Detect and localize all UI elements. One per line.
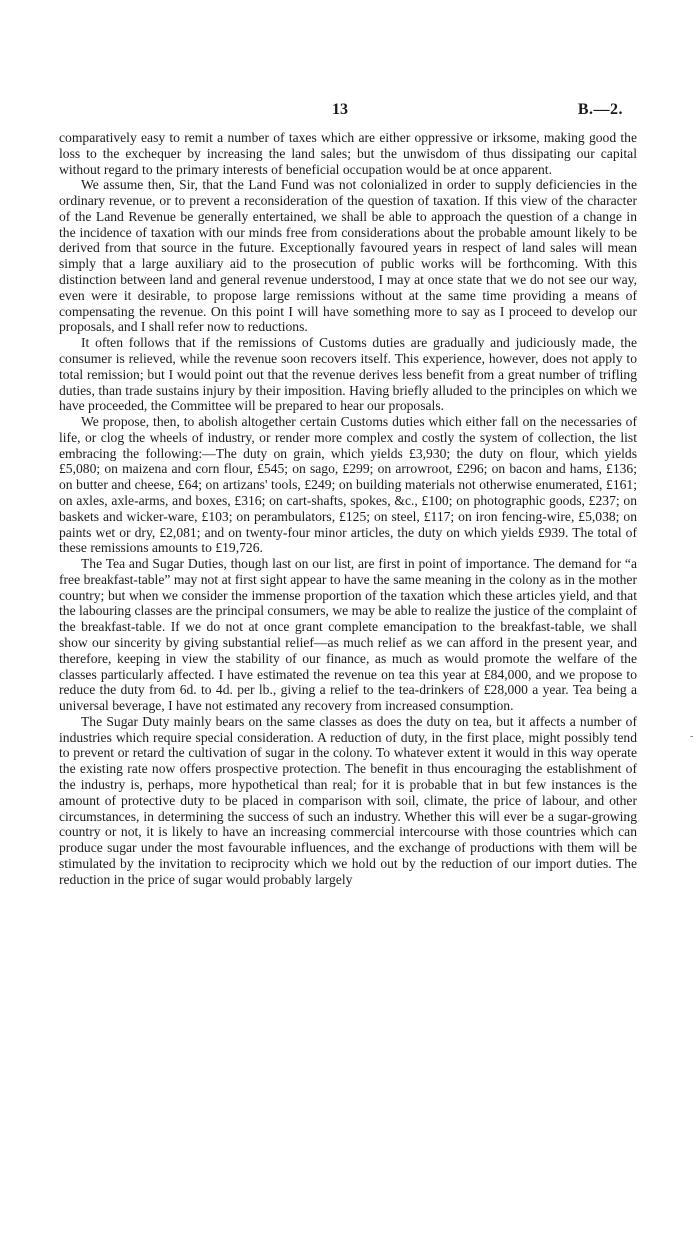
paragraph-customs-remissions: It often follows that if the remissions of Customs duties are gradually and judiciously made, the consumer is relieved, while the revenue soon recovers itself. This experience, however, does not apply to total remission; but I would point out that the revenue derives less benefit from a great number of trifling duties, than trade sustains injury by their imposition. Having briefly alluded to the principles on which we have proceeded, the Committee will be prepared to hear our proposals.	[59, 335, 637, 414]
paragraph-tea-sugar-duties: The Tea and Sugar Duties, though last on our list, are first in point of importance. The demand for “a free breakfast-table” may not at first sight appear to have the same meaning in the colony as in the mother country; but when we consider the immense proportion of the taxation which these articles yield, and that the labouring classes are the principal consumers, we may be able to realize the justice of the complaint of the breakfast-table. If we do not at once grant complete emancipation to the breakfast-table, we shall show our sincerity by giving substantial relief—as much relief as we can afford in the present year, and therefore, keeping in view the stability of our finance, as much as would promote the welfare of the classes particularly affected. I have estimated the revenue on tea this year at £84,000, and we propose to reduce the duty from 6d. to 4d. per lb., giving a relief to the tea-drinkers of £28,000 a year. Tea being a universal beverage, I have not estimated any recovery from increased consumption.	[59, 556, 637, 714]
document-reference: B.—2.	[577, 101, 623, 118]
body-text	[59, 130, 637, 888]
page-header	[0, 101, 700, 123]
paragraph-sugar-duty: The Sugar Duty mainly bears on the same classes as does the duty on tea, but it affects a number of industries which require special consideration. A reduction of duty, in the first place, might possibly tend to prevent or retard the cultivation of sugar in the colony. To whatever extent it would in this way operate the existing rate now offers prospective protection. The benefit in thus encouraging the establishment of the industry is, perhaps, more hypothetical than real; for it is probable that in but few instances is the amount of protective duty to be placed in comparison with soil, climate, the price of labour, and other circumstances, in determining the success of such an industry. Whether this will ever be a sugar-growing country or not, it is likely to have an increasing commercial intercourse with those countries which can produce sugar under the most favourable influences, and the exchange of productions with them will be stimulated by the invitation to reciprocity which we hold out by the reduction of our import duties. The reduction in the price of sugar would probably largely	[59, 713, 637, 887]
paragraph-land-fund: We assume then, Sir, that the Land Fund was not colonialized in order to supply deficiencies in the ordinary revenue, or to prevent a reconsideration of the question of taxation. If this view of the character of the Land Revenue be generally entertained, we shall be able to approach the question of a change in the incidence of taxation with our minds free from considerations about the probable amount likely to be derived from that source in the future. Exceptionally favoured years in respect of land sales will mean simply that a large auxiliary aid to the prosecution of public works will be forthcoming. With this distinction between land and general revenue understood, I may at once state that we do not see our way, even were it desirable, to propose large remissions without at the same time providing a means of compensating the revenue. On this point I will have something more to say as I proceed to develop our proposals, and I shall refer now to reductions.	[59, 177, 637, 335]
page-number: 13	[332, 101, 348, 118]
paragraph-duties-abolished: We propose, then, to abolish altogether certain Customs duties which either fall on the necessaries of life, or clog the wheels of industry, or render more complex and costly the system of collection, the list embracing the following:—The duty on grain, which yields £3,930; the duty on flour, which yields £5,080; on maizena and corn flour, £545; on sago, £299; on arrowroot, £296; on bacon and hams, £136; on butter and cheese, £64; on artizans' tools, £249; on building materials not otherwise enumerated, £161; on axles, axle-arms, and boxes, £316; on cart-shafts, spokes, &c., £100; on photographic goods, £237; on baskets and wicker-ware, £103; on perambulators, £125; on steel, £117; on iron fencing-wire, £5,038; on paints wet or dry, £2,081; and on twenty-four minor articles, the duty on which yields £939. The total of these remissions amounts to £19,726.	[59, 414, 637, 556]
paragraph-land-sales-continued: comparatively easy to remit a number of taxes which are either oppressive or irksome, making good the loss to the exchequer by increasing the land sales; but the unwisdom of thus dissipating our capital without regard to the primary interests of beneficial occupation would be at once apparent.	[59, 130, 637, 177]
margin-mark: -	[690, 731, 694, 742]
